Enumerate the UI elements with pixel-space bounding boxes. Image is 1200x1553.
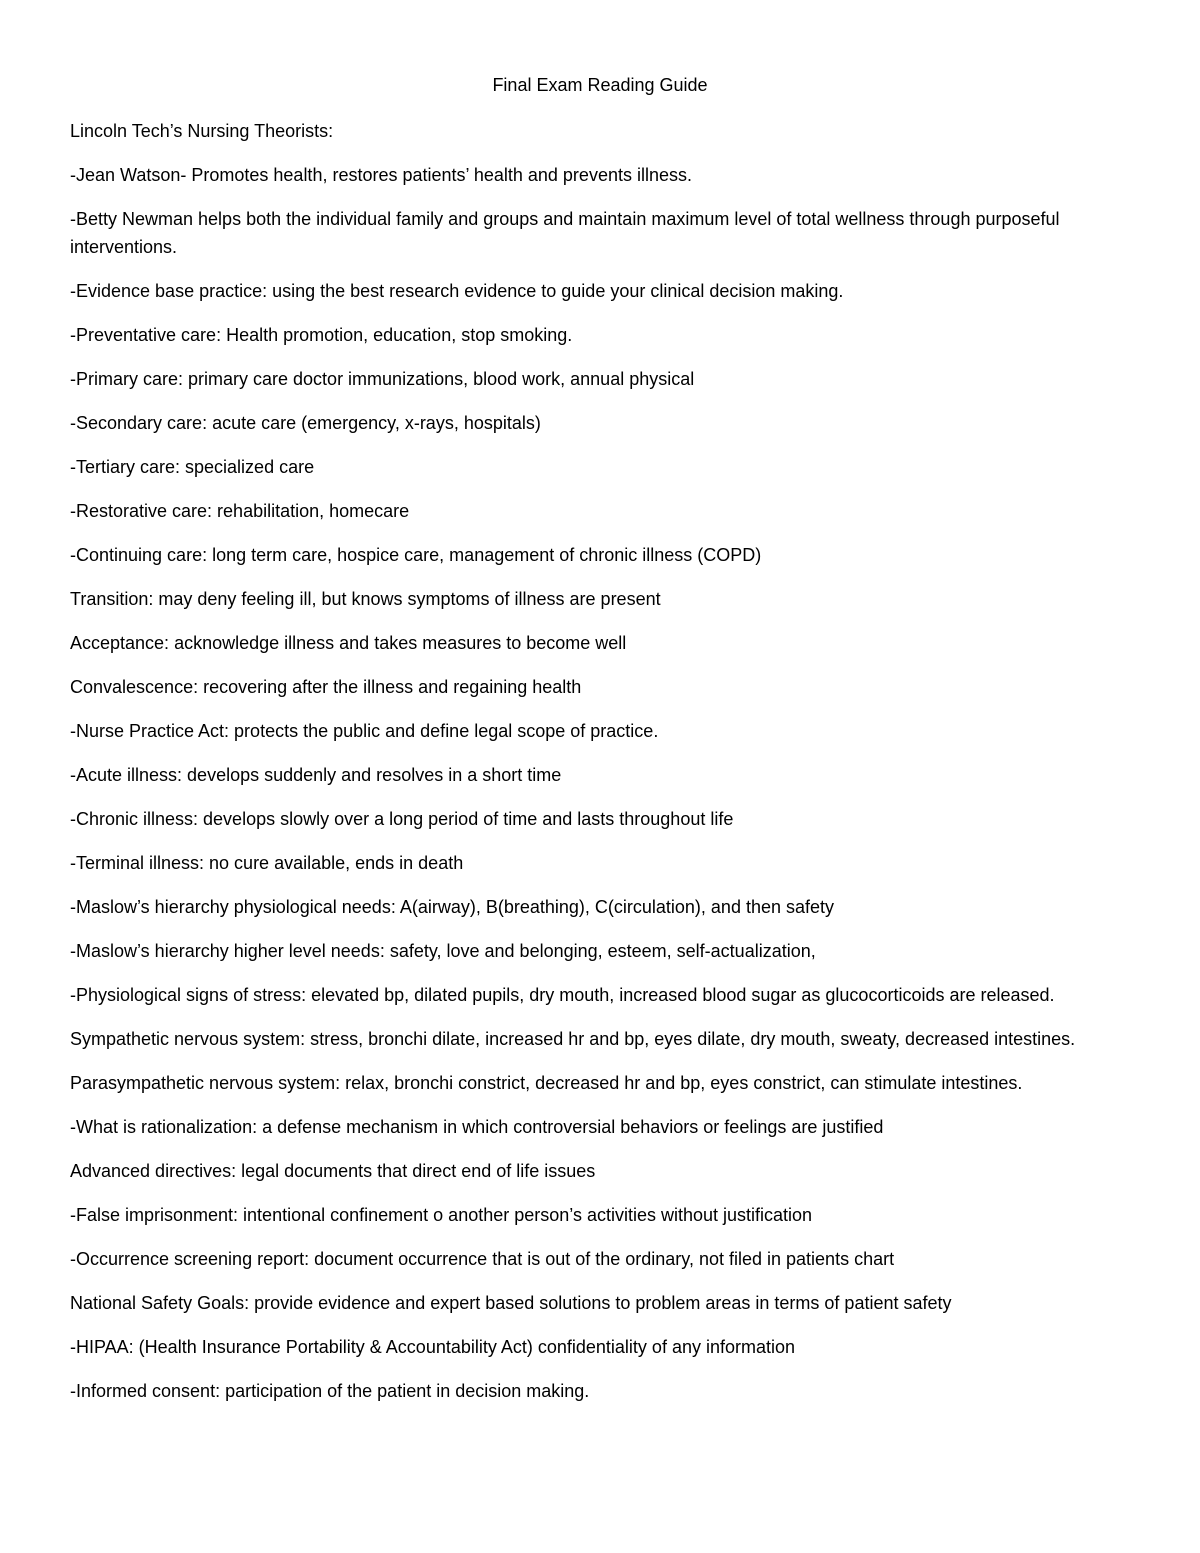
text-line: Convalescence: recovering after the illness and regaining health bbox=[70, 677, 582, 697]
document-body bbox=[70, 117, 1130, 1421]
text-line: -Physiological signs of stress: elevated bp, dilated pupils, dry mouth, increased blood sugar as glucocorticoids are released. bbox=[70, 985, 1055, 1005]
text-line: Advanced directives: legal documents that direct end of life issues bbox=[70, 1161, 596, 1181]
text-line: -Maslow’s hierarchy physiological needs: A(airway), B(breathing), C(circulation), and then safety bbox=[70, 897, 835, 917]
text-line: -Terminal illness: no cure available, ends in death bbox=[70, 853, 464, 873]
text-line: -Informed consent: participation of the patient in decision making. bbox=[70, 1381, 590, 1401]
text-line: -Nurse Practice Act: protects the public and define legal scope of practice. bbox=[70, 721, 659, 741]
text-line: -Occurrence screening report: document occurrence that is out of the ordinary, not filed in patients chart bbox=[70, 1249, 895, 1269]
text-line: -Preventative care: Health promotion, education, stop smoking. bbox=[70, 325, 573, 345]
text-line: -Primary care: primary care doctor immunizations, blood work, annual physical bbox=[70, 369, 695, 389]
text-line: -Restorative care: rehabilitation, homecare bbox=[70, 501, 410, 521]
page-title: Final Exam Reading Guide bbox=[492, 75, 708, 95]
text-line: -Jean Watson- Promotes health, restores patients’ health and prevents illness. bbox=[70, 165, 692, 185]
text-line: -Evidence base practice: using the best research evidence to guide your clinical decision making. bbox=[70, 281, 844, 301]
text-line: -Secondary care: acute care (emergency, x-rays, hospitals) bbox=[70, 413, 541, 433]
text-line: -Maslow’s hierarchy higher level needs: safety, love and belonging, esteem, self-actualization, bbox=[70, 941, 816, 961]
text-line: -Tertiary care: specialized care bbox=[70, 457, 315, 477]
text-line: -HIPAA: (Health Insurance Portability & Accountability Act) confidentiality of any information bbox=[70, 1337, 796, 1357]
text-line: Sympathetic nervous system: stress, bronchi dilate, increased hr and bp, eyes dilate, dry mouth, sweaty, decreased intestines. bbox=[70, 1029, 1076, 1049]
text-line: -Continuing care: long term care, hospice care, management of chronic illness (COPD) bbox=[70, 545, 762, 565]
text-line: Transition: may deny feeling ill, but knows symptoms of illness are present bbox=[70, 589, 661, 609]
text-line: National Safety Goals: provide evidence and expert based solutions to problem areas in terms of patient safety bbox=[70, 1293, 952, 1313]
text-line: Parasympathetic nervous system: relax, bronchi constrict, decreased hr and bp, eyes constrict, can stimulate intestines. bbox=[70, 1073, 1023, 1093]
text-line: -What is rationalization: a defense mechanism in which controversial behaviors or feelings are justified bbox=[70, 1117, 884, 1137]
text-line: -Chronic illness: develops slowly over a long period of time and lasts throughout life bbox=[70, 809, 734, 829]
text-line: Acceptance: acknowledge illness and takes measures to become well bbox=[70, 633, 627, 653]
text-line: -Betty Newman helps both the individual family and groups and maintain maximum level of total wellness through purposeful interventions. bbox=[70, 209, 1060, 257]
text-line: -False imprisonment: intentional confinement o another person’s activities without justification bbox=[70, 1205, 813, 1225]
section-heading: Lincoln Tech’s Nursing Theorists: bbox=[70, 121, 334, 141]
text-line: -Acute illness: develops suddenly and resolves in a short time bbox=[70, 765, 562, 785]
